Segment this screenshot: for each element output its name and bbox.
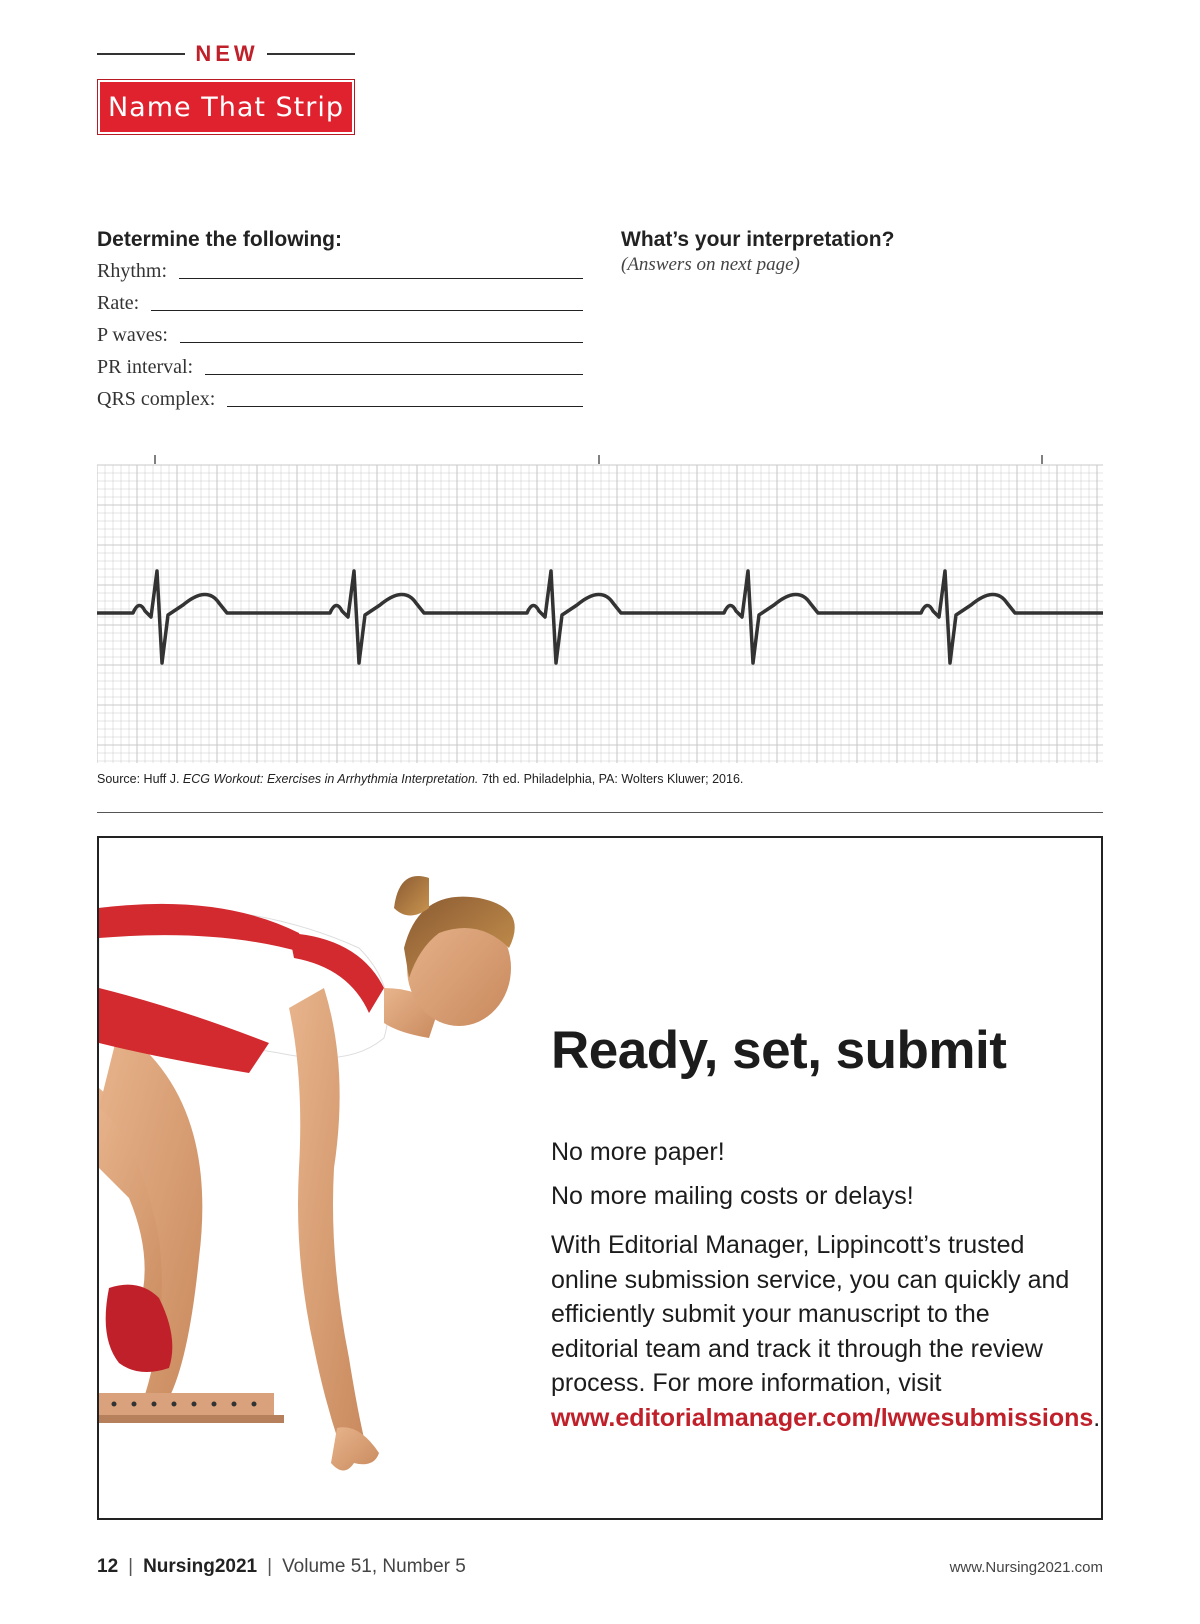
source-title: ECG Workout: Exercises in Arrhythmia Interpretation. [182, 772, 479, 786]
section-kicker [97, 42, 355, 66]
interpretation-heading: What’s your interpretation? [621, 228, 895, 251]
source-prefix: Source: Huff J. [97, 772, 183, 786]
footer-separator: | [267, 1556, 273, 1577]
field-qrs-complex [97, 383, 583, 411]
field-label: Rate: [97, 292, 140, 314]
section-title-box [97, 79, 355, 135]
field-label: Rhythm: [97, 260, 168, 282]
kicker-rule-left [97, 53, 185, 55]
answer-line [179, 260, 583, 279]
field-label: PR interval: [97, 356, 194, 378]
field-label: P waves: [97, 324, 168, 346]
submission-link[interactable]: www.editorialmanager.com/lwwesubmissions [551, 1403, 1094, 1432]
ad-body-period: . [1093, 1403, 1101, 1432]
ad-title: Ready, set, submit [551, 1021, 1007, 1080]
field-rhythm [97, 255, 583, 283]
runner-photo [99, 838, 559, 1518]
page-number: 12 [97, 1556, 119, 1577]
footer-separator: | [128, 1556, 134, 1577]
source-citation [97, 772, 743, 786]
advertisement [97, 836, 1103, 1520]
answer-line [205, 356, 583, 375]
ad-body-text: With Editorial Manager, Lippincott’s trusted online submission service, you can quickly and efficiently submit your manuscript to the editorial team and track it through the review process. For more information, visit [551, 1231, 1070, 1397]
answer-line [180, 324, 583, 343]
ecg-strip [97, 455, 1103, 763]
ad-line-2: No more mailing costs or delays! [551, 1182, 914, 1210]
footer-url: www.Nursing2021.com [949, 1558, 1103, 1576]
ad-body [551, 1228, 1101, 1435]
kicker-text: NEW [195, 41, 259, 66]
worksheet-heading: Determine the following: [97, 228, 343, 251]
field-pr-interval [97, 351, 583, 379]
ecg-strip-graphic [97, 455, 1103, 763]
section-divider [97, 812, 1103, 813]
ad-line-1: No more paper! [551, 1138, 725, 1166]
interpretation-note: (Answers on next page) [621, 254, 800, 275]
magazine-name: Nursing2021 [143, 1556, 258, 1577]
kicker-rule-right [267, 53, 355, 55]
volume-issue: Volume 51, Number 5 [282, 1556, 466, 1577]
answer-line [151, 292, 583, 311]
answer-line [227, 388, 583, 407]
field-label: QRS complex: [97, 388, 216, 410]
section-title: Name That Strip [107, 91, 345, 123]
field-rate [97, 287, 583, 315]
source-suffix: 7th ed. Philadelphia, PA: Wolters Kluwer; 2016. [478, 772, 744, 786]
page-footer [97, 1553, 1103, 1581]
field-p-waves [97, 319, 583, 347]
